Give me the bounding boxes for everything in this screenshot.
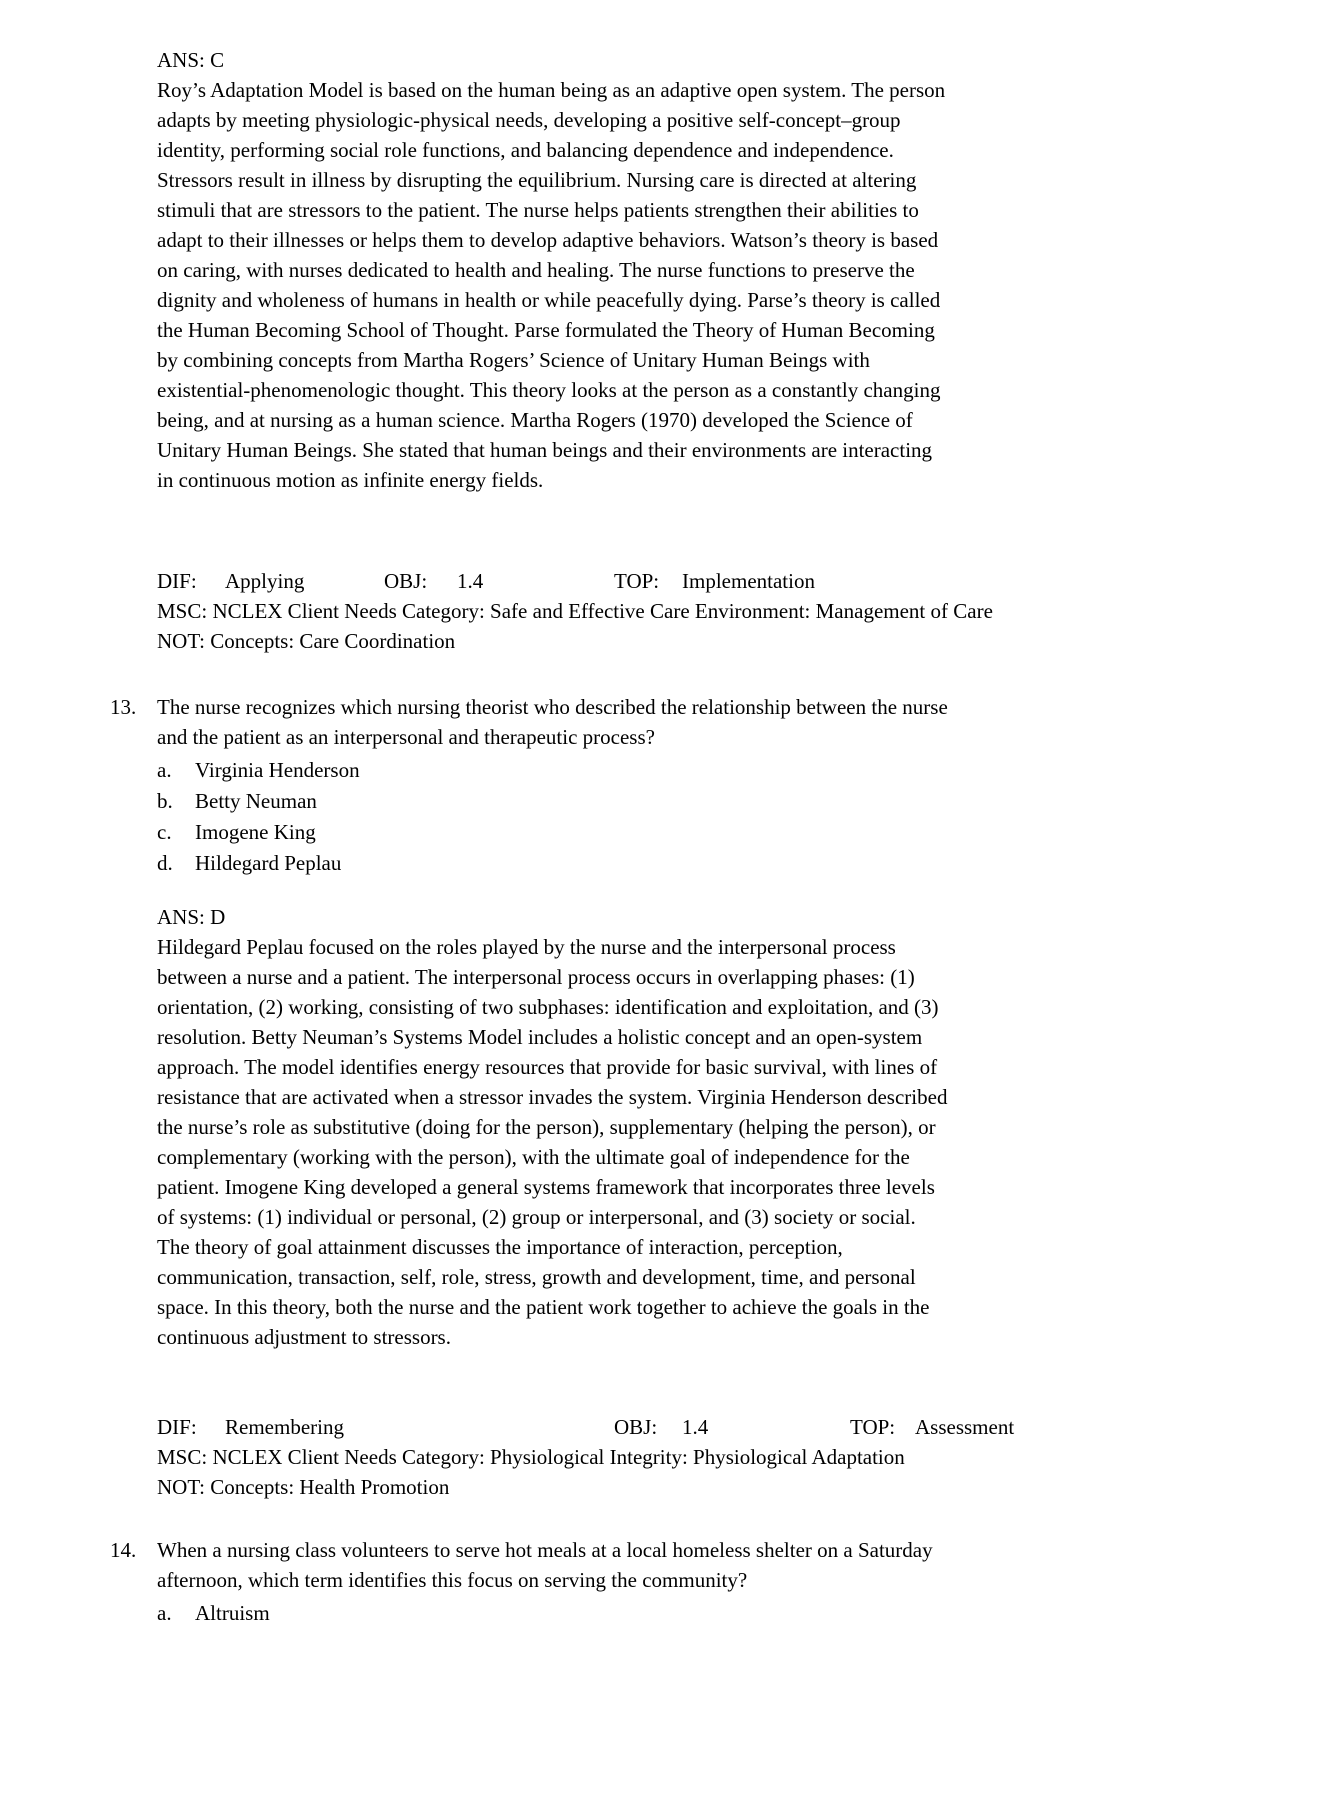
question-stem	[157, 1535, 1200, 1595]
option-letter: a.	[157, 758, 172, 782]
option-row	[157, 1598, 1200, 1629]
text-line: of systems: (1) individual or personal, (2) group or interpersonal, and (3) society or social.	[157, 1205, 916, 1229]
dif-value: Remembering	[225, 1415, 344, 1439]
text-line: Hildegard Peplau focused on the roles played by the nurse and the interpersonal process	[157, 935, 896, 959]
top-label: TOP:	[850, 1415, 896, 1439]
option-row	[157, 786, 1200, 817]
text-line: adapts by meeting physiologic-physical needs, developing a positive self-concept–group	[157, 108, 901, 132]
option-label: Altruism	[195, 1601, 270, 1625]
option-letter: c.	[157, 820, 172, 844]
text-line: on caring, with nurses dedicated to health and healing. The nurse functions to preserve the	[157, 258, 915, 282]
option-label: Betty Neuman	[195, 789, 317, 813]
text-line: Stressors result in illness by disrupting the equilibrium. Nursing care is directed at altering	[157, 168, 917, 192]
text-line: complementary (working with the person), with the ultimate goal of independence for the	[157, 1145, 910, 1169]
option-row	[157, 848, 1200, 879]
text-line: in continuous motion as infinite energy fields.	[157, 468, 544, 492]
obj-label: OBJ:	[614, 1415, 658, 1439]
option-label: Hildegard Peplau	[195, 851, 342, 875]
dif-value: Applying	[225, 569, 305, 593]
text-line: afternoon, which term identifies this focus on serving the community?	[157, 1568, 748, 1592]
top-label: TOP:	[614, 569, 660, 593]
text-line: resolution. Betty Neuman’s Systems Model includes a holistic concept and an open-system	[157, 1025, 923, 1049]
option-label: Virginia Henderson	[195, 758, 360, 782]
obj-value: 1.4	[682, 1415, 709, 1439]
text-line: dignity and wholeness of humans in health or while peacefully dying. Parse’s theory is called	[157, 288, 941, 312]
text-line: resistance that are activated when a stressor invades the system. Virginia Henderson described	[157, 1085, 948, 1109]
text-line: patient. Imogene King developed a general systems framework that incorporates three levels	[157, 1175, 935, 1199]
text-line: Roy’s Adaptation Model is based on the human being as an adaptive open system. The person	[157, 78, 946, 102]
text-line: the nurse’s role as substitutive (doing for the person), supplementary (helping the person), or	[157, 1115, 936, 1139]
text-line: existential-phenomenologic thought. This theory looks at the person as a constantly changing	[157, 378, 941, 402]
answer-line-q12	[157, 45, 1200, 75]
text-line: the Human Becoming School of Thought. Parse formulated the Theory of Human Becoming	[157, 318, 935, 342]
question-number: 14.	[110, 1538, 137, 1562]
text-line: being, and at nursing as a human science. Martha Rogers (1970) developed the Science of	[157, 408, 913, 432]
text-line: between a nurse and a patient. The interpersonal process occurs in overlapping phases: (1)	[157, 965, 915, 989]
question-number: 13.	[110, 695, 137, 719]
text-line: stimuli that are stressors to the patient. The nurse helps patients strengthen their abilities to	[157, 198, 919, 222]
text-line: adapt to their illnesses or helps them to develop adaptive behaviors. Watson’s theory is based	[157, 228, 939, 252]
options-list-q14	[157, 1598, 1200, 1629]
obj-label: OBJ:	[384, 569, 428, 593]
ans-label: ANS:	[157, 48, 205, 72]
dif-row-q12	[157, 566, 1200, 596]
obj-value: 1.4	[457, 569, 484, 593]
msc-line-q13: MSC: NCLEX Client Needs Category: Physiological Integrity: Physiological Adaptation	[157, 1445, 905, 1469]
text-line: Unitary Human Beings. She stated that human beings and their environments are interacting	[157, 438, 933, 462]
rationale-paragraph-q13	[157, 932, 1200, 1352]
option-letter: d.	[157, 851, 173, 875]
answer-line-q13	[157, 902, 1200, 932]
text-line: The theory of goal attainment discusses the importance of interaction, perception,	[157, 1235, 843, 1259]
text-line: space. In this theory, both the nurse and the patient work together to achieve the goals in the	[157, 1295, 930, 1319]
option-letter: b.	[157, 789, 173, 813]
option-label: Imogene King	[195, 820, 316, 844]
question-13	[110, 692, 1200, 879]
msc-line-q12: MSC: NCLEX Client Needs Category: Safe and Effective Care Environment: Management of Care	[157, 599, 993, 623]
ans-value: D	[210, 905, 226, 929]
text-line: continuous adjustment to stressors.	[157, 1325, 451, 1349]
text-line: communication, transaction, self, role, stress, growth and development, time, and personal	[157, 1265, 916, 1289]
text-line: When a nursing class volunteers to serve hot meals at a local homeless shelter on a Saturday	[157, 1538, 933, 1562]
dif-label: DIF:	[157, 1415, 197, 1439]
top-value: Implementation	[682, 569, 815, 593]
options-list-q13	[157, 755, 1200, 879]
not-line-q13: NOT: Concepts: Health Promotion	[157, 1475, 450, 1499]
question-stem	[157, 692, 1200, 752]
text-line: identity, performing social role functions, and balancing dependence and independence.	[157, 138, 894, 162]
top-value: Assessment	[915, 1415, 1015, 1439]
text-line: and the patient as an interpersonal and therapeutic process?	[157, 725, 655, 749]
ans-value: C	[210, 48, 225, 72]
option-row	[157, 817, 1200, 848]
option-row	[157, 755, 1200, 786]
rationale-paragraph-q12	[157, 75, 1200, 495]
option-letter: a.	[157, 1601, 172, 1625]
text-line: orientation, (2) working, consisting of two subphases: identification and exploitation, and (3)	[157, 995, 939, 1019]
text-line: The nurse recognizes which nursing theorist who described the relationship between the nurse	[157, 695, 948, 719]
dif-row-q13	[157, 1412, 1200, 1442]
text-line: by combining concepts from Martha Rogers’ Science of Unitary Human Beings with	[157, 348, 870, 372]
dif-label: DIF:	[157, 569, 197, 593]
text-line: approach. The model identifies energy resources that provide for basic survival, with lines of	[157, 1055, 938, 1079]
question-14	[110, 1535, 1200, 1629]
ans-label: ANS:	[157, 905, 205, 929]
not-line-q12: NOT: Concepts: Care Coordination	[157, 629, 456, 653]
